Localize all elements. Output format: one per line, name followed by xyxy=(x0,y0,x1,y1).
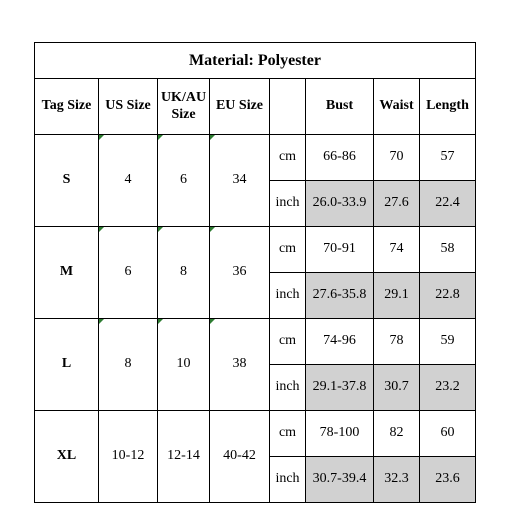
uk-au-size-cell: 10 xyxy=(158,319,210,411)
length-cell: 22.4 xyxy=(420,181,476,227)
bust-cell: 66-86 xyxy=(306,135,374,181)
table-row xyxy=(35,411,476,457)
us-size-cell: 6 xyxy=(99,227,158,319)
unit-cell: inch xyxy=(270,273,306,319)
bust-cell: 74-96 xyxy=(306,319,374,365)
waist-cell: 82 xyxy=(374,411,420,457)
waist-cell: 29.1 xyxy=(374,273,420,319)
length-cell: 58 xyxy=(420,227,476,273)
waist-cell: 27.6 xyxy=(374,181,420,227)
table-row xyxy=(35,227,476,273)
tag-size-cell: M xyxy=(35,227,99,319)
us-size-cell: 10-12 xyxy=(99,411,158,503)
table-row xyxy=(35,319,476,365)
tag-size-cell: S xyxy=(35,135,99,227)
header-bust: Bust xyxy=(306,79,374,135)
unit-cell: cm xyxy=(270,227,306,273)
header-unit xyxy=(270,79,306,135)
length-cell: 60 xyxy=(420,411,476,457)
eu-size-cell: 36 xyxy=(210,227,270,319)
waist-cell: 32.3 xyxy=(374,457,420,503)
length-cell: 22.8 xyxy=(420,273,476,319)
waist-cell: 70 xyxy=(374,135,420,181)
uk-au-size-cell: 12-14 xyxy=(158,411,210,503)
us-size-cell: 4 xyxy=(99,135,158,227)
uk-au-size-cell: 6 xyxy=(158,135,210,227)
bust-cell: 29.1-37.8 xyxy=(306,365,374,411)
unit-cell: inch xyxy=(270,181,306,227)
unit-cell: inch xyxy=(270,457,306,503)
header-us-size: US Size xyxy=(99,79,158,135)
bust-cell: 30.7-39.4 xyxy=(306,457,374,503)
eu-size-cell: 38 xyxy=(210,319,270,411)
size-chart-table xyxy=(34,42,476,503)
header-length: Length xyxy=(420,79,476,135)
table-row xyxy=(35,135,476,181)
eu-size-cell: 34 xyxy=(210,135,270,227)
uk-au-size-cell: 8 xyxy=(158,227,210,319)
waist-cell: 30.7 xyxy=(374,365,420,411)
bust-cell: 78-100 xyxy=(306,411,374,457)
header-tag-size: Tag Size xyxy=(35,79,99,135)
length-cell: 59 xyxy=(420,319,476,365)
table-title: Material: Polyester xyxy=(35,43,476,79)
waist-cell: 78 xyxy=(374,319,420,365)
bust-cell: 26.0-33.9 xyxy=(306,181,374,227)
header-uk-au-size: UK/AU Size xyxy=(158,79,210,135)
waist-cell: 74 xyxy=(374,227,420,273)
tag-size-cell: L xyxy=(35,319,99,411)
tag-size-cell: XL xyxy=(35,411,99,503)
eu-size-cell: 40-42 xyxy=(210,411,270,503)
unit-cell: cm xyxy=(270,135,306,181)
us-size-cell: 8 xyxy=(99,319,158,411)
bust-cell: 27.6-35.8 xyxy=(306,273,374,319)
length-cell: 57 xyxy=(420,135,476,181)
bust-cell: 70-91 xyxy=(306,227,374,273)
header-eu-size: EU Size xyxy=(210,79,270,135)
unit-cell: cm xyxy=(270,319,306,365)
header-waist: Waist xyxy=(374,79,420,135)
unit-cell: cm xyxy=(270,411,306,457)
length-cell: 23.6 xyxy=(420,457,476,503)
length-cell: 23.2 xyxy=(420,365,476,411)
unit-cell: inch xyxy=(270,365,306,411)
